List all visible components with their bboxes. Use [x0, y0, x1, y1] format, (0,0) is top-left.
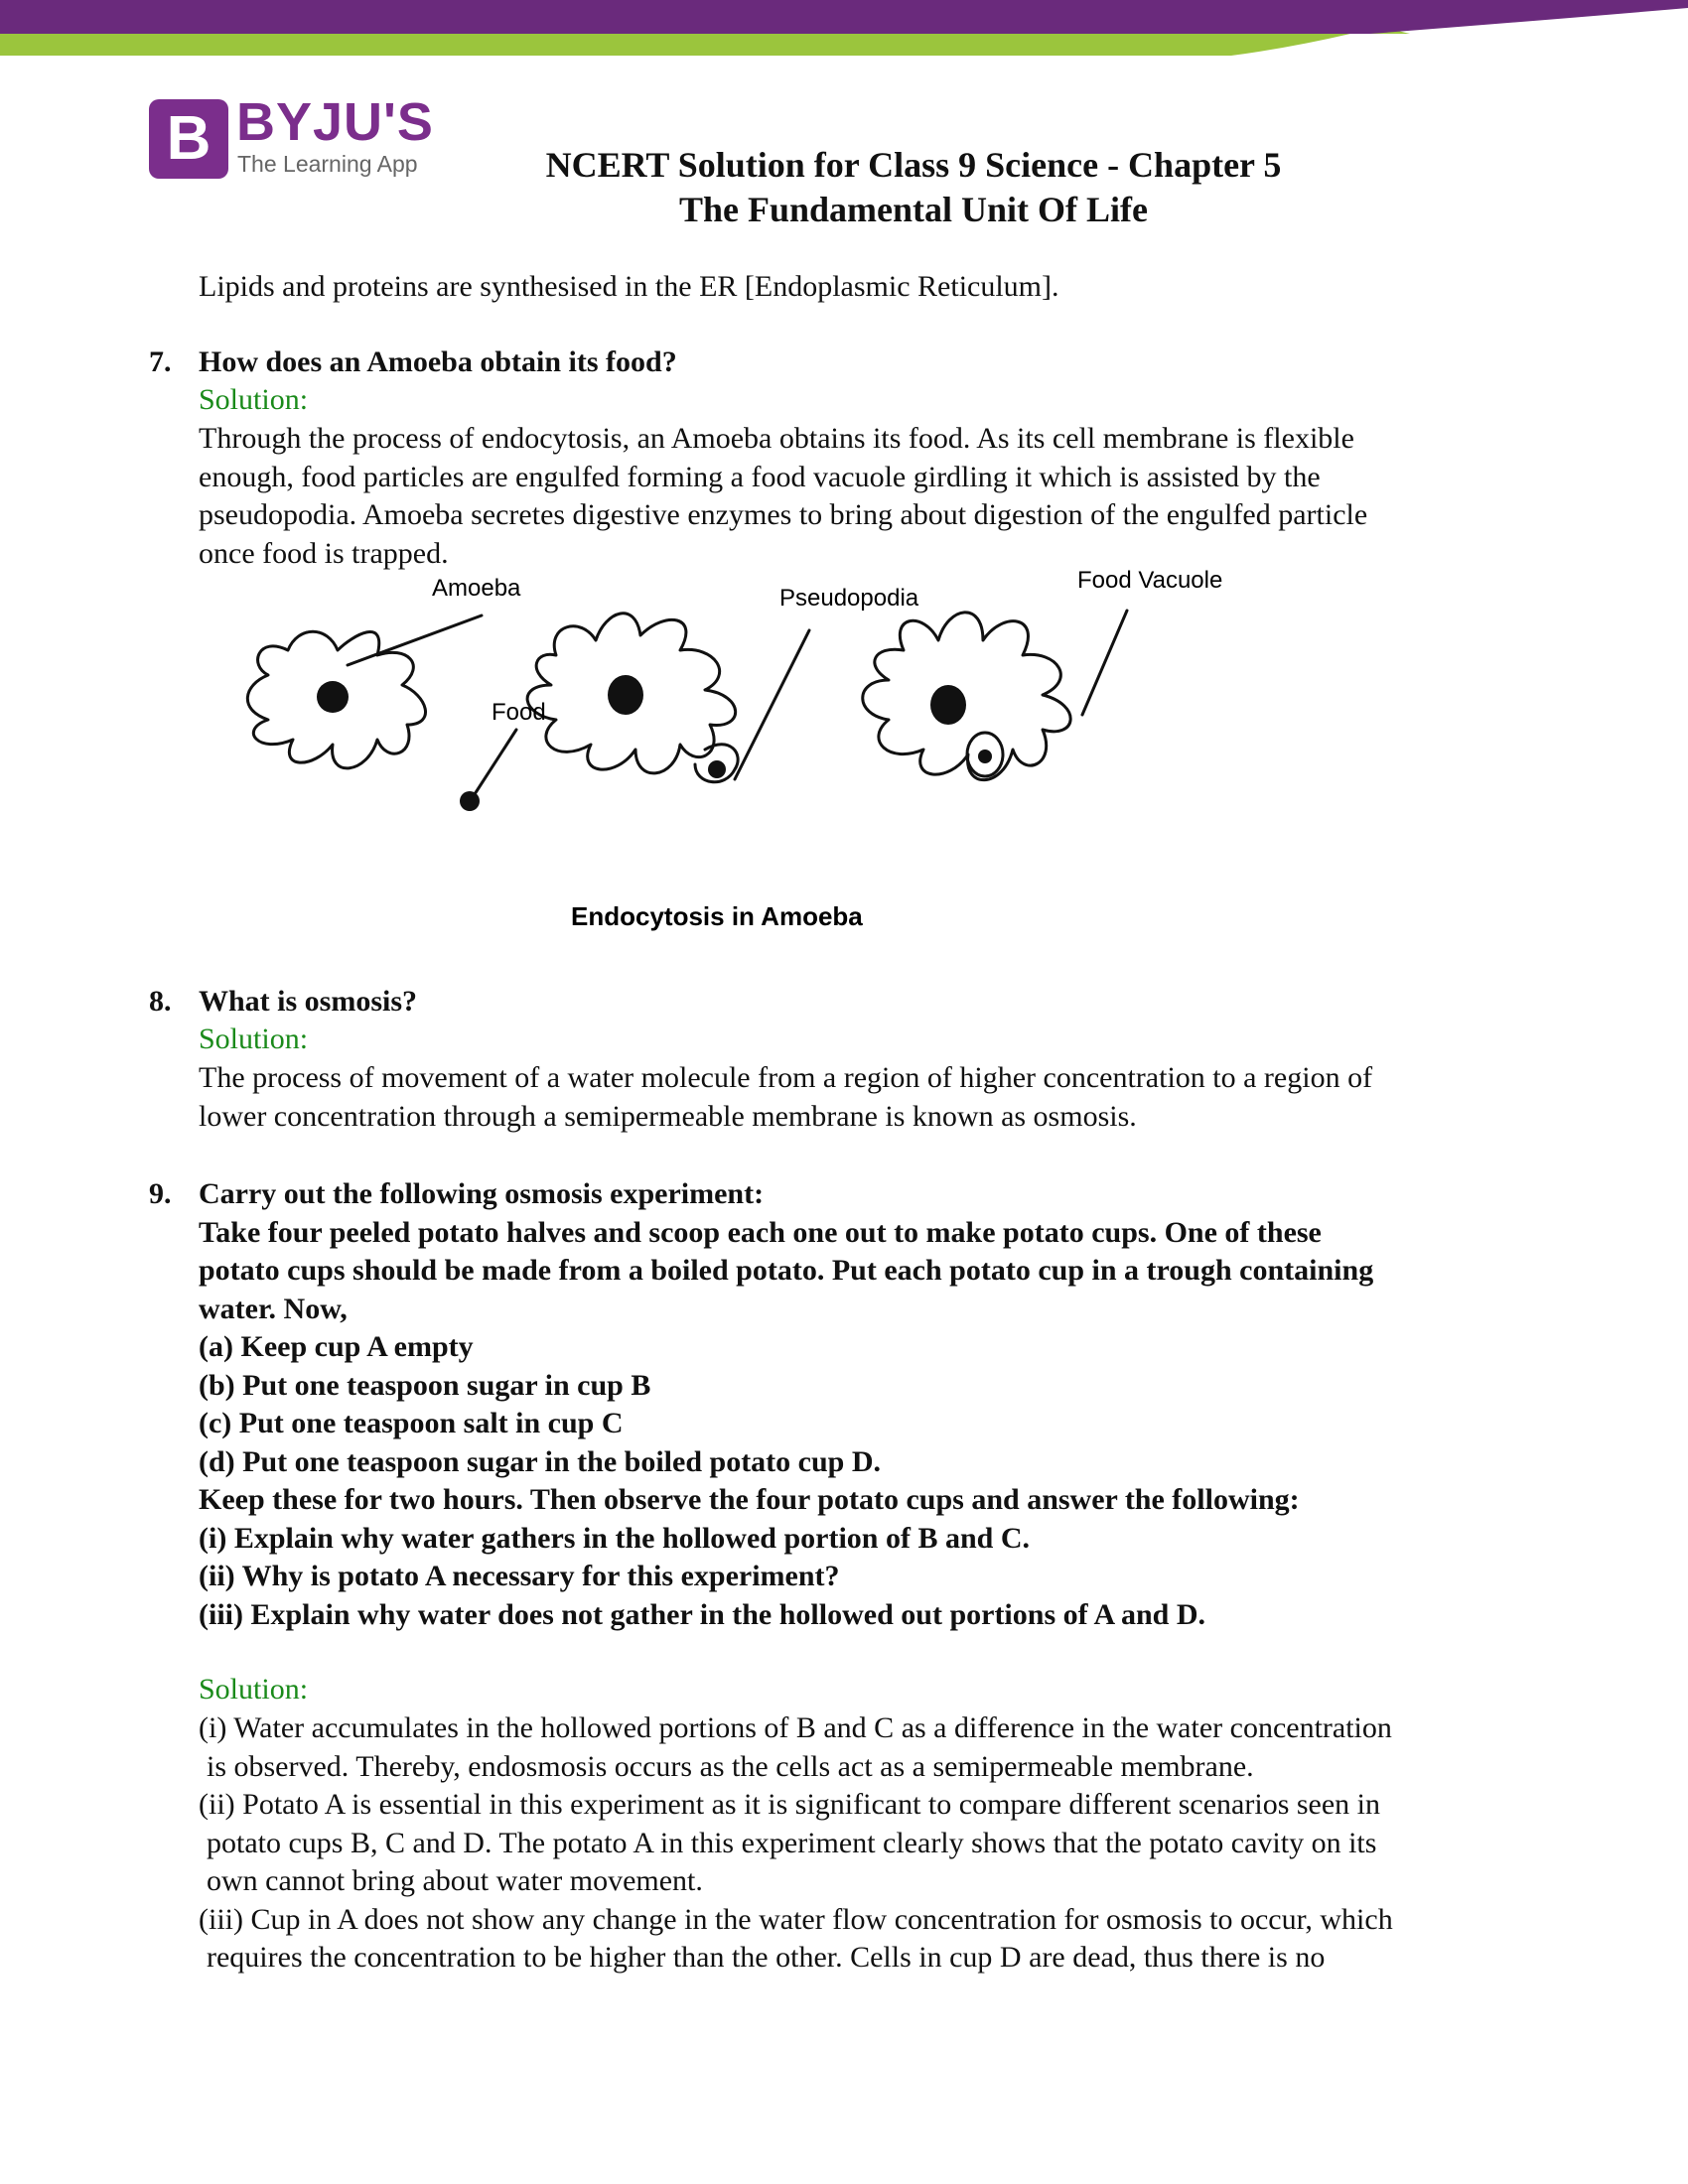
- q8-solution-label: Solution:: [199, 1023, 309, 1055]
- q7-solution-label: Solution:: [199, 383, 309, 416]
- q9-question-line: (d) Put one teaspoon sugar in the boiled potato cup D.: [199, 1444, 882, 1478]
- top-banner: [0, 0, 1688, 60]
- q8-question: What is osmosis?: [199, 985, 418, 1018]
- leader-amoeba: [348, 615, 482, 665]
- q9-question-line: Carry out the following osmosis experiment:: [199, 1177, 765, 1210]
- q9-question-line: Take four peeled potato halves and scoop each one out to make potato cups. One of these: [199, 1215, 1322, 1249]
- q7-question: How does an Amoeba obtain its food?: [199, 345, 677, 378]
- q9-question-line: water. Now,: [199, 1292, 348, 1325]
- q9-answer-line: (ii) Potato A is essential in this experiment as it is significant to compare different scenarios seen in: [199, 1788, 1381, 1821]
- q9-question-line: (i) Explain why water gathers in the hollowed portion of B and C.: [199, 1521, 1031, 1555]
- q7-answer: [199, 420, 1367, 573]
- q8-answer-line: The process of movement of a water molecule from a region of higher concentration to a region of: [199, 1061, 1373, 1094]
- brand-logo: [149, 92, 437, 183]
- label-pseudopodia: Pseudopodia: [779, 585, 919, 612]
- food-particle: [460, 791, 480, 811]
- brand-name: BYJU'S: [236, 92, 434, 152]
- q9-question: [199, 1175, 1373, 1634]
- label-food-vacuole: Food Vacuole: [1077, 567, 1223, 594]
- amoeba-2-nucleus: [608, 675, 643, 715]
- q7-answer-line: pseudopodia. Amoeba secretes digestive enzymes to bring about digestion of the engulfed particle: [199, 498, 1368, 531]
- q9-answer-line: (i) Water accumulates in the hollowed portions of B and C as a difference in the water concentration: [199, 1711, 1392, 1744]
- intro-paragraph: Lipids and proteins are synthesised in the ER [Endoplasmic Reticulum].: [199, 270, 1059, 303]
- q9-number: 9.: [149, 1177, 172, 1210]
- q9-answer-line: own cannot bring about water movement.: [207, 1864, 703, 1897]
- q9-question-line: (a) Keep cup A empty: [199, 1330, 474, 1363]
- brand-tagline: The Learning App: [237, 151, 418, 177]
- leader-food: [475, 730, 516, 794]
- endocytosis-diagram: [228, 556, 1271, 953]
- diagram-caption: Endocytosis in Amoeba: [571, 901, 863, 931]
- q9-question-line: Keep these for two hours. Then observe the four potato cups and answer the following:: [199, 1483, 1300, 1516]
- amoeba-1-nucleus: [317, 681, 349, 713]
- food-in-vacuole: [978, 750, 992, 763]
- page-title: [457, 143, 1370, 232]
- q9-question-line: (iii) Explain why water does not gather in the hollowed out portions of A and D.: [199, 1597, 1206, 1631]
- q8-answer-line: lower concentration through a semipermeable membrane is known as osmosis.: [199, 1099, 1137, 1133]
- q7-answer-line: enough, food particles are engulfed forming a food vacuole girdling it which is assisted by the: [199, 460, 1321, 493]
- q9-answer-line: potato cups B, C and D. The potato A in this experiment clearly shows that the potato cavity on its: [207, 1826, 1377, 1859]
- q8-answer: [199, 1059, 1372, 1136]
- q9-question-line: (c) Put one teaspoon salt in cup C: [199, 1407, 624, 1439]
- label-amoeba: Amoeba: [432, 575, 521, 602]
- leader-pseudopodia: [735, 630, 809, 779]
- q9-question-line: (ii) Why is potato A necessary for this experiment?: [199, 1560, 840, 1592]
- label-food: Food: [492, 699, 546, 726]
- q9-answer-line: is observed. Thereby, endosmosis occurs as the cells act as a semipermeable membrane.: [207, 1749, 1254, 1783]
- q9-answer: [199, 1709, 1393, 1978]
- amoeba-3-nucleus: [930, 685, 966, 725]
- title-line-1: NCERT Solution for Class 9 Science - Chapter 5: [545, 145, 1282, 185]
- title-line-2: The Fundamental Unit Of Life: [678, 190, 1149, 229]
- food-in-pseudopodia: [708, 760, 726, 778]
- q9-answer-line: requires the concentration to be higher than the other. Cells in cup D are dead, thus there is no: [207, 1941, 1326, 1974]
- q9-solution-label: Solution:: [199, 1673, 309, 1706]
- leader-food-vacuole: [1082, 611, 1127, 715]
- q9-question-line: (b) Put one teaspoon sugar in cup B: [199, 1368, 651, 1402]
- logo-b-icon: B: [149, 99, 228, 179]
- q7-number: 7.: [149, 345, 172, 378]
- q8-number: 8.: [149, 985, 172, 1018]
- q7-answer-line: once food is trapped.: [199, 536, 449, 570]
- q7-answer-line: Through the process of endocytosis, an Amoeba obtains its food. As its cell membrane is flexible: [199, 422, 1354, 455]
- q9-answer-line: (iii) Cup in A does not show any change in the water flow concentration for osmosis to occur, which: [199, 1902, 1393, 1936]
- q9-question-line: potato cups should be made from a boiled potato. Put each potato cup in a trough containing: [199, 1254, 1374, 1287]
